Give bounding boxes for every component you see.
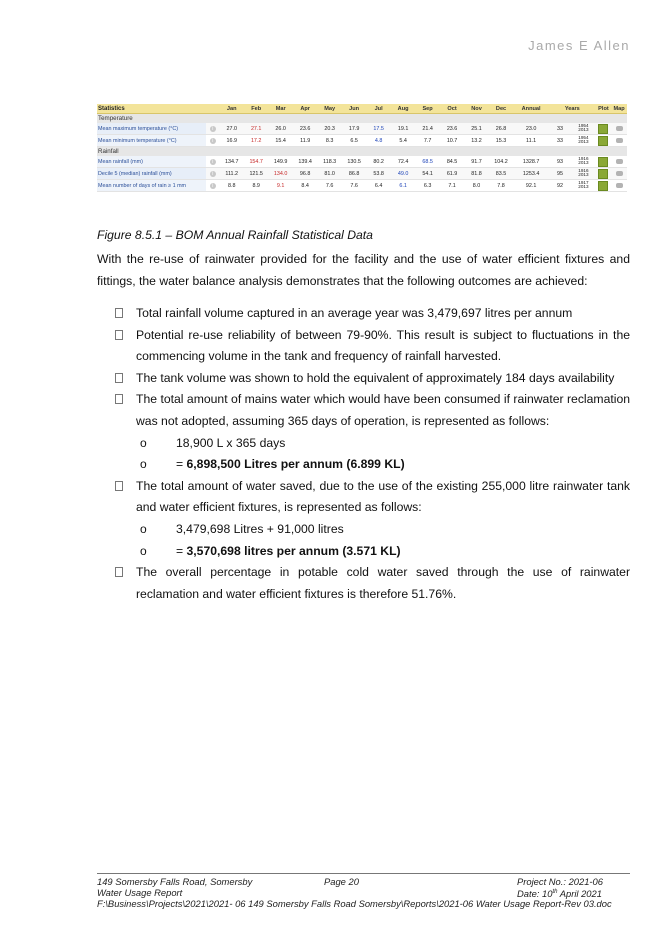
- period-range: [578, 169, 588, 179]
- monthly-value: 104.2: [489, 156, 513, 168]
- monthly-value: 8.3: [317, 135, 341, 147]
- monthly-value: 54.1: [415, 168, 439, 180]
- monthly-value: 21.4: [415, 123, 439, 135]
- annual-value: 92.1: [513, 180, 549, 192]
- table-row: [97, 123, 627, 135]
- monthly-value: 9.1: [268, 180, 292, 192]
- header-jul[interactable]: Jul: [366, 104, 390, 114]
- period-start: 1917: [578, 179, 589, 185]
- period-end: 2013: [578, 184, 589, 190]
- header-sep[interactable]: Sep: [415, 104, 439, 114]
- calc-line: 3,479,698 Litres + 91,000 litres: [176, 521, 344, 536]
- sub-list-item: [136, 454, 630, 476]
- header-may[interactable]: May: [317, 104, 341, 114]
- info-icon[interactable]: i: [210, 138, 216, 144]
- monthly-value: 134.0: [268, 168, 292, 180]
- header-plot: Plot: [596, 104, 612, 114]
- australia-map-icon[interactable]: [616, 138, 623, 143]
- header-dec[interactable]: Dec: [489, 104, 513, 114]
- period-start: 1954: [578, 134, 589, 140]
- years-count: 33: [549, 123, 571, 135]
- bar-chart-icon[interactable]: [598, 169, 608, 179]
- page-footer: [97, 873, 630, 909]
- calc-line: 18,900 L x 365 days: [176, 435, 286, 450]
- map-cell: [611, 168, 627, 180]
- list-item-text: The overall percentage in potable cold water saved through the use of rainwater reclamation and water efficient fixtures is therefore 51.76%.: [136, 565, 630, 601]
- circle-bullet-icon: o: [140, 521, 147, 536]
- monthly-value: 16.9: [219, 135, 243, 147]
- monthly-value: 10.7: [440, 135, 464, 147]
- plot-cell: [596, 168, 612, 180]
- monthly-value: 149.9: [268, 156, 292, 168]
- list-item-text: The total amount of mains water which would have been consumed if rainwater reclamation was not adopted, assuming 365 days of operation, is represented as follows:: [136, 392, 630, 428]
- header-statistics: Statistics: [97, 104, 219, 114]
- monthly-value: 8.8: [219, 180, 243, 192]
- monthly-value: 7.6: [317, 180, 341, 192]
- years-count: 95: [549, 168, 571, 180]
- annual-value: 1253.4: [513, 168, 549, 180]
- statistic-label-link[interactable]: Mean rainfall (mm): [97, 156, 206, 168]
- circle-bullet-icon: o: [140, 543, 147, 558]
- monthly-value: 68.5: [415, 156, 439, 168]
- period-cell: [571, 168, 595, 180]
- footer-row-3: [97, 898, 630, 909]
- footer-date-suffix: th: [552, 889, 558, 895]
- map-cell: [611, 156, 627, 168]
- period-range: [578, 181, 588, 191]
- monthly-value: 91.7: [464, 156, 488, 168]
- info-icon[interactable]: i: [210, 171, 216, 177]
- period-range: [578, 136, 588, 146]
- header-annual[interactable]: Annual: [513, 104, 549, 114]
- period-end: 2013: [578, 139, 589, 145]
- figure-caption: Figure 8.5.1 – BOM Annual Rainfall Statistical Data: [97, 228, 373, 242]
- period-start: 1916: [578, 156, 589, 161]
- info-cell: [206, 156, 219, 168]
- monthly-value: 81.0: [317, 168, 341, 180]
- monthly-value: 72.4: [391, 156, 415, 168]
- period-range: [578, 124, 588, 134]
- info-cell: [206, 168, 219, 180]
- monthly-value: 17.9: [342, 123, 366, 135]
- monthly-value: 23.6: [440, 123, 464, 135]
- calc-prefix: =: [176, 457, 187, 472]
- monthly-value: 17.2: [244, 135, 268, 147]
- table-row: [97, 168, 627, 180]
- australia-map-icon[interactable]: [616, 126, 623, 131]
- years-count: 93: [549, 156, 571, 168]
- plot-cell: [596, 123, 612, 135]
- monthly-value: 6.5: [342, 135, 366, 147]
- monthly-value: 27.1: [244, 123, 268, 135]
- section-title: Rainfall: [97, 147, 627, 157]
- list-item: [97, 325, 630, 368]
- monthly-value: 96.8: [293, 168, 317, 180]
- monthly-value: 23.6: [293, 123, 317, 135]
- list-item: [97, 368, 630, 390]
- monthly-value: 26.8: [489, 123, 513, 135]
- plot-cell: [596, 135, 612, 147]
- australia-map-icon[interactable]: [616, 159, 623, 164]
- table-header-row: [97, 104, 627, 114]
- monthly-value: 130.5: [342, 156, 366, 168]
- period-end: 2013: [578, 172, 589, 178]
- statistic-label-link[interactable]: Mean number of days of rain ≥ 1 mm: [97, 180, 206, 192]
- sub-list-item: [136, 433, 630, 455]
- period-cell: [571, 156, 595, 168]
- monthly-value: 20.3: [317, 123, 341, 135]
- header-aug[interactable]: Aug: [391, 104, 415, 114]
- annual-value: 23.0: [513, 123, 549, 135]
- footer-date-rest: April 2021: [557, 888, 602, 900]
- monthly-value: 5.4: [391, 135, 415, 147]
- header-years[interactable]: Years: [549, 104, 596, 114]
- period-cell: [571, 123, 595, 135]
- statistic-label-link[interactable]: Decile 5 (median) rainfall (mm): [97, 168, 206, 180]
- bullet-box-icon: [115, 567, 123, 577]
- statistic-label-link[interactable]: Mean minimum temperature (°C): [97, 135, 206, 147]
- info-icon[interactable]: i: [210, 159, 216, 165]
- monthly-value: 17.5: [366, 123, 390, 135]
- monthly-value: 111.2: [219, 168, 243, 180]
- monthly-value: 80.2: [366, 156, 390, 168]
- list-item-text: Potential re-use reliability of between 79-90%. This result is subject to fluctuations in the commencing volume in the tank and frequency of rainfall harvested.: [136, 327, 630, 364]
- info-icon[interactable]: i: [210, 126, 216, 132]
- period-cell: [571, 180, 595, 192]
- monthly-value: 118.3: [317, 156, 341, 168]
- monthly-value: 134.7: [219, 156, 243, 168]
- statistic-label-link[interactable]: Mean maximum temperature (°C): [97, 123, 206, 135]
- sub-list-item: [136, 519, 630, 541]
- bar-chart-icon[interactable]: [598, 136, 608, 146]
- info-icon[interactable]: i: [210, 183, 216, 189]
- bullet-box-icon: [115, 394, 123, 404]
- monthly-value: 49.0: [391, 168, 415, 180]
- years-count: 33: [549, 135, 571, 147]
- monthly-value: 61.9: [440, 168, 464, 180]
- footer-address: 149 Somersby Falls Road, Somersby: [97, 876, 253, 887]
- header-oct[interactable]: Oct: [440, 104, 464, 114]
- company-brand: James E Allen: [528, 38, 630, 53]
- list-item: [97, 562, 630, 605]
- monthly-value: 86.8: [342, 168, 366, 180]
- intro-paragraph: With the re-use of rainwater provided for the facility and the use of water efficient fixtures and fittings, the water balance analysis demonstrates that the following outcomes are achieved:: [97, 252, 630, 288]
- footer-row-2: [97, 887, 630, 898]
- header-map: Map: [611, 104, 627, 114]
- footer-file-path: F:\Business\Projects\2021\2021- 06 149 Somersby Falls Road Somersby\Reports\2021-06 Water Usage Report-Rev 03.doc: [97, 898, 612, 909]
- monthly-value: 25.1: [464, 123, 488, 135]
- header-nov[interactable]: Nov: [464, 104, 488, 114]
- circle-bullet-icon: o: [140, 457, 147, 472]
- header-apr[interactable]: Apr: [293, 104, 317, 114]
- info-cell: [206, 123, 219, 135]
- period-end: 2013: [578, 160, 589, 166]
- list-item-text: The total amount of water saved, due to the use of the existing 255,000 litre rainwater tank and water efficient fixtures, is represented as follows:: [136, 478, 630, 515]
- header-jan[interactable]: Jan: [219, 104, 243, 114]
- outcomes-list: [97, 303, 630, 605]
- monthly-value: 83.5: [489, 168, 513, 180]
- map-cell: [611, 123, 627, 135]
- calc-result: 3,570,698 litres per annum (3.571 KL): [186, 543, 401, 558]
- monthly-value: 84.5: [440, 156, 464, 168]
- annual-value: 1328.7: [513, 156, 549, 168]
- monthly-value: 6.1: [391, 180, 415, 192]
- monthly-value: 154.7: [244, 156, 268, 168]
- calc-result: 6,898,500 Litres per annum (6.899 KL): [186, 457, 405, 472]
- monthly-value: 8.9: [244, 180, 268, 192]
- period-range: [578, 157, 588, 167]
- header-mar[interactable]: Mar: [268, 104, 292, 114]
- period-cell: [571, 135, 595, 147]
- section-row: [97, 114, 627, 124]
- mains-water-calculation: [136, 433, 630, 476]
- water-saved-calculation: [136, 519, 630, 562]
- australia-map-icon[interactable]: [616, 183, 623, 188]
- table-row: [97, 135, 627, 147]
- bar-chart-icon[interactable]: [598, 181, 608, 191]
- statistics-table-body: [97, 114, 627, 192]
- period-start: 1916: [578, 167, 589, 173]
- list-item-text: Total rainfall volume captured in an average year was 3,479,697 litres per annum: [136, 306, 573, 320]
- monthly-value: 7.1: [440, 180, 464, 192]
- monthly-value: 26.0: [268, 123, 292, 135]
- monthly-value: 6.3: [415, 180, 439, 192]
- footer-doc-type: Water Usage Report: [97, 887, 183, 898]
- list-item: [97, 303, 630, 325]
- monthly-value: 4.8: [366, 135, 390, 147]
- period-end: 2013: [578, 127, 589, 133]
- monthly-value: 15.4: [268, 135, 292, 147]
- bullet-box-icon: [115, 330, 123, 340]
- map-cell: [611, 135, 627, 147]
- monthly-value: 27.0: [219, 123, 243, 135]
- years-count: 92: [549, 180, 571, 192]
- bar-chart-icon[interactable]: [598, 157, 608, 167]
- bom-statistics-table: [97, 104, 627, 192]
- header-jun[interactable]: Jun: [342, 104, 366, 114]
- footer-row-1: [97, 876, 630, 887]
- list-item: [97, 476, 630, 562]
- info-cell: [206, 180, 219, 192]
- calc-prefix: =: [176, 543, 187, 558]
- bullet-box-icon: [115, 373, 123, 383]
- footer-page-number: Page 20: [324, 876, 359, 887]
- monthly-value: 7.6: [342, 180, 366, 192]
- monthly-value: 19.1: [391, 123, 415, 135]
- monthly-value: 8.0: [464, 180, 488, 192]
- annual-value: 11.1: [513, 135, 549, 147]
- table-row: [97, 180, 627, 192]
- footer-date-day: Date: 10: [517, 888, 553, 900]
- monthly-value: 7.7: [415, 135, 439, 147]
- plot-cell: [596, 180, 612, 192]
- plot-cell: [596, 156, 612, 168]
- monthly-value: 139.4: [293, 156, 317, 168]
- monthly-value: 121.5: [244, 168, 268, 180]
- table-row: [97, 156, 627, 168]
- sub-list-item: [136, 541, 630, 563]
- monthly-value: 53.8: [366, 168, 390, 180]
- map-cell: [611, 180, 627, 192]
- monthly-value: 81.8: [464, 168, 488, 180]
- list-item: [97, 389, 630, 475]
- footer-project-number: Project No.: 2021-06: [517, 876, 603, 887]
- section-row: [97, 147, 627, 157]
- monthly-value: 8.4: [293, 180, 317, 192]
- circle-bullet-icon: o: [140, 435, 147, 450]
- section-title: Temperature: [97, 114, 627, 124]
- period-start: 1954: [578, 123, 589, 128]
- monthly-value: 7.8: [489, 180, 513, 192]
- australia-map-icon[interactable]: [616, 171, 623, 176]
- monthly-value: 13.2: [464, 135, 488, 147]
- list-item-text: The tank volume was shown to hold the equivalent of approximately 184 days availability: [136, 370, 615, 385]
- monthly-value: 6.4: [366, 180, 390, 192]
- bullet-box-icon: [115, 481, 123, 491]
- info-cell: [206, 135, 219, 147]
- monthly-value: 15.3: [489, 135, 513, 147]
- monthly-value: 11.9: [293, 135, 317, 147]
- bar-chart-icon[interactable]: [598, 124, 608, 134]
- bullet-box-icon: [115, 308, 123, 318]
- header-feb[interactable]: Feb: [244, 104, 268, 114]
